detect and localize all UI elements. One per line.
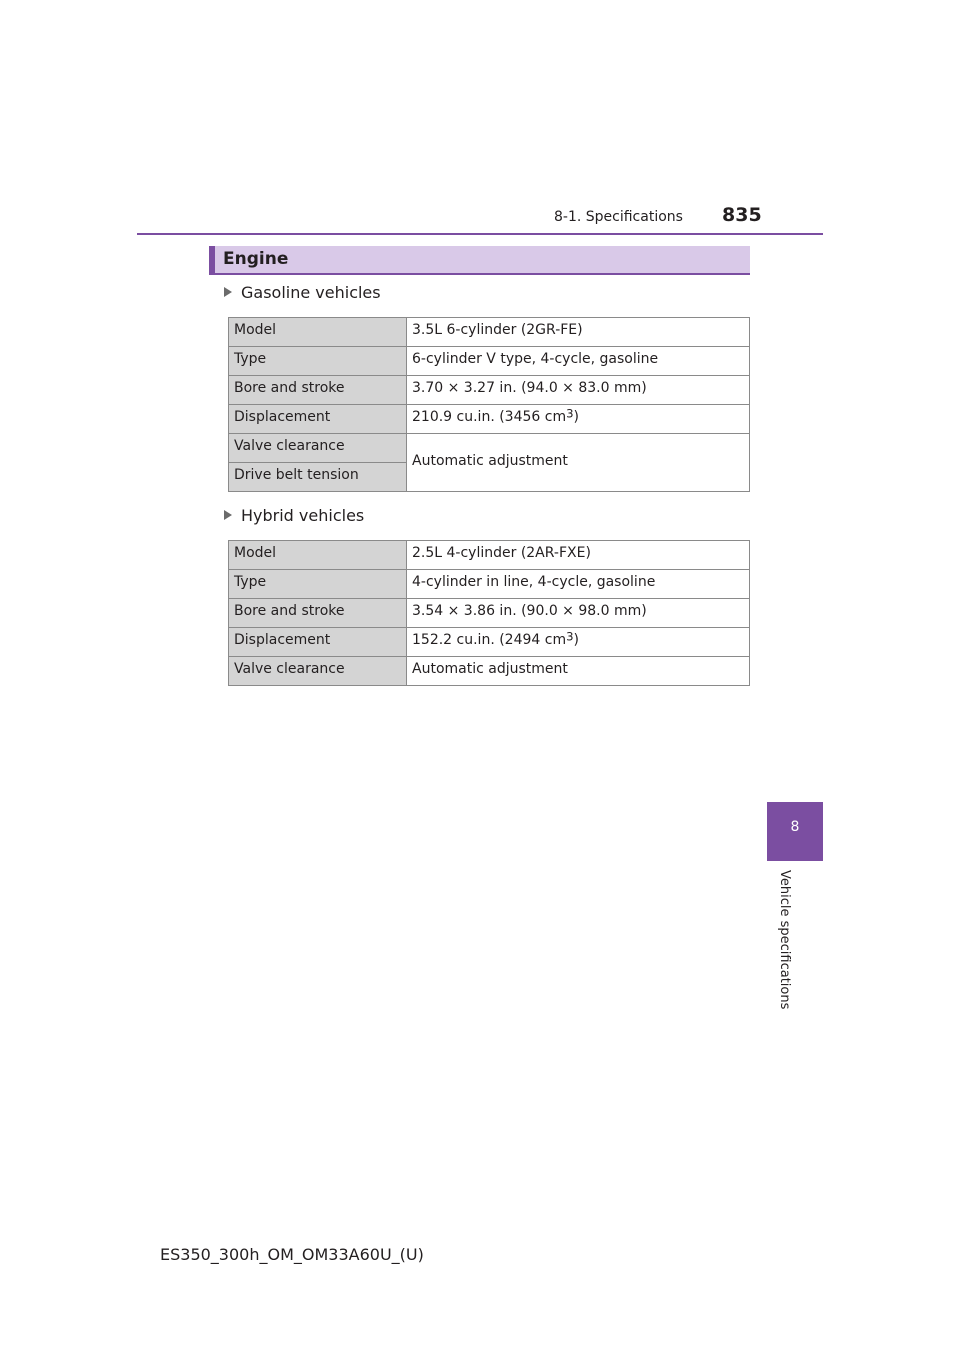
table-row [229,628,750,657]
gasoline-heading-text: Gasoline vehicles [241,283,381,302]
page-number: 835 [722,204,762,226]
spec-value: 6-cylinder V type, 4-cycle, gasoline [407,347,750,376]
triangle-bullet-icon [224,287,232,297]
spec-label: Bore and stroke [229,376,407,405]
spec-value: 4-cylinder in line, 4-cycle, gasoline [407,570,750,599]
spec-value: 210.9 cu.in. (3456 $cm^3$) [407,405,750,434]
spec-value: 3.70 × 3.27 in. (94.0 × 83.0 mm) [407,376,750,405]
gasoline-heading [224,283,381,302]
spec-value: 152.2 cu.in. (2494 $cm^3$) [407,628,750,657]
table-row [229,318,750,347]
hybrid-spec-table [228,540,750,686]
chapter-tab: 8 [767,802,823,861]
section-title: Engine [223,249,289,269]
header-section-title: 8-1. Specifications [554,209,683,225]
spec-value: Automatic adjustment [407,657,750,686]
spec-value: Automatic adjustment [407,434,750,492]
section-accent [209,246,215,273]
spec-label: Type [229,570,407,599]
spec-value: 3.5L 6-cylinder (2GR-FE) [407,318,750,347]
table-row [229,434,750,463]
chapter-tab-label: Vehicle specifications [777,870,792,1010]
spec-value: 3.54 × 3.86 in. (90.0 × 98.0 mm) [407,599,750,628]
spec-label: Valve clearance [229,434,407,463]
table-row [229,570,750,599]
triangle-bullet-icon [224,510,232,520]
spec-label: Model [229,318,407,347]
spec-label: Displacement [229,628,407,657]
table-row [229,347,750,376]
gasoline-spec-table [228,317,750,492]
section-heading-bar [209,246,750,275]
hybrid-heading-text: Hybrid vehicles [241,506,365,525]
spec-label: Bore and stroke [229,599,407,628]
spec-label: Model [229,541,407,570]
table-row [229,405,750,434]
footer-document-code: ES350_300h_OM_OM33A60U_(U) [160,1245,424,1264]
spec-value: 2.5L 4-cylinder (2AR-FXE) [407,541,750,570]
spec-label: Type [229,347,407,376]
spec-label: Drive belt tension [229,463,407,492]
table-row [229,599,750,628]
table-row [229,657,750,686]
table-row [229,541,750,570]
hybrid-heading [224,506,364,525]
spec-label: Valve clearance [229,657,407,686]
spec-label: Displacement [229,405,407,434]
table-row [229,376,750,405]
header-divider [137,233,823,235]
